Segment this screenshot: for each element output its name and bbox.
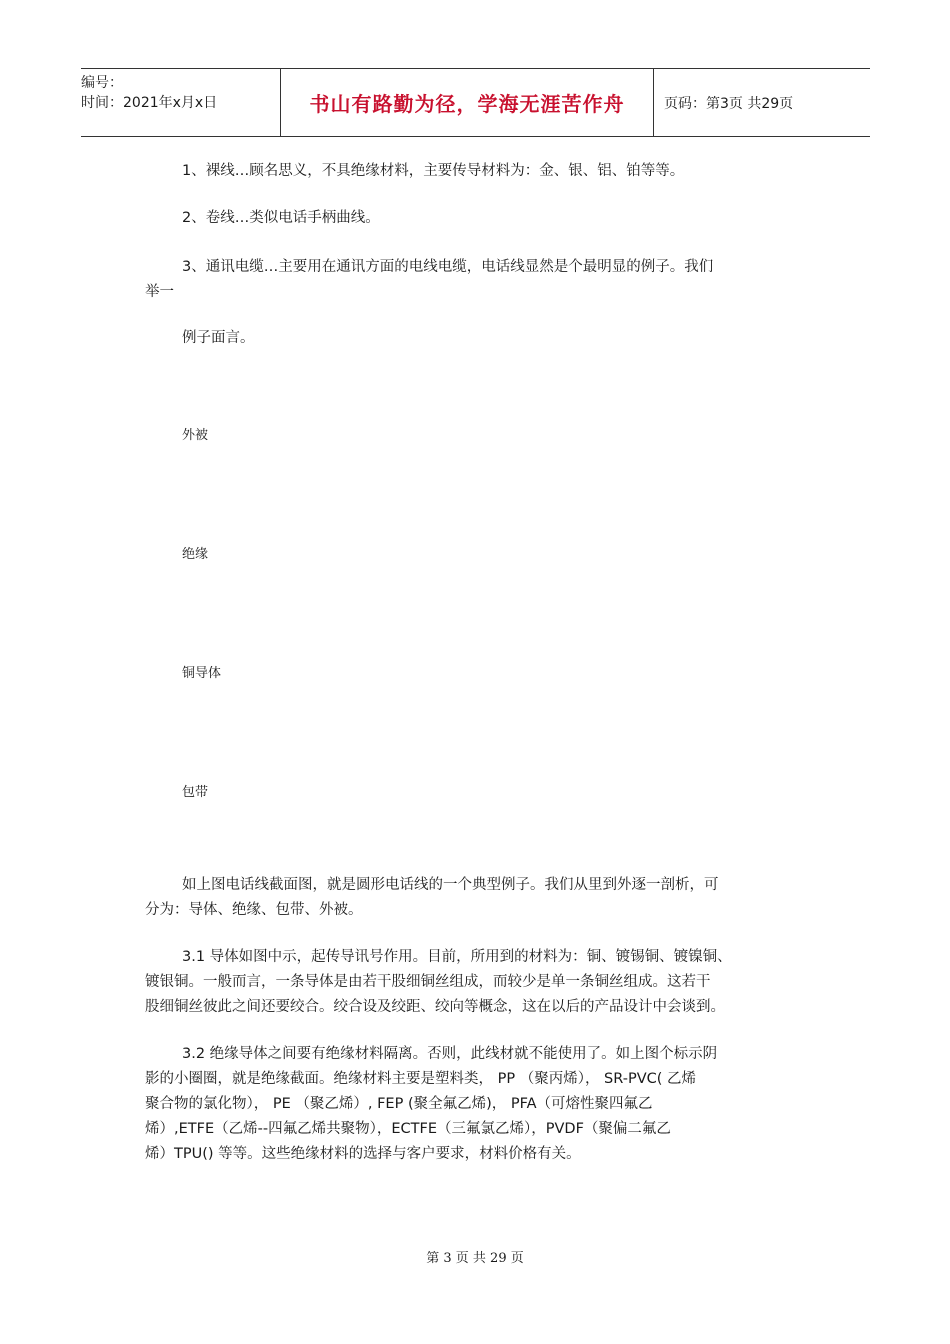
paragraph-conductor-line1: 3.1 导体如图中示，起传导讯号作用。目前，所用到的材料为：铜、镀锡铜、镀镍铜、 [182,949,732,965]
paragraph-cross-section-line1: 如上图电话线截面图，就是圆形电话线的一个典型例子。我们从里到外逐一剖析，可 [182,877,719,893]
paragraph-insulation-line3: 聚合物的氯化物）， PE （聚乙烯）, FEP (聚全氟乙烯)， PFA（可熔性聚四氟乙 [145,1096,653,1112]
header-page-label: 页码：第3页 共29页 [664,95,794,112]
paragraph-insulation-line2: 影的小圈圈，就是绝缘截面。绝缘材料主要是塑料类， PP （聚丙烯）， SR-PVC( 乙烯 [145,1071,697,1087]
header-meta [81,69,281,136]
paragraph-bare-wire: 1、裸线…顾名思义，不具绝缘材料，主要传导材料为：金、银、铝、铂等等。 [182,163,685,179]
header-motto: 书山有路勤为径，学海无涯苦作舟 [281,69,654,136]
doc-time-label: 时间：2021年x月x日 [81,95,218,111]
diagram-label-tape: 包带 [182,785,209,800]
paragraph-insulation-line1: 3.2 绝缘导体之间要有绝缘材料隔离。否则，此线材就不能使用了。如上图个标示阴 [182,1046,718,1062]
diagram-label-insulation: 绝缘 [182,547,209,562]
page-header [81,68,870,137]
paragraph-comm-cable-line2: 举一 [145,284,174,300]
paragraph-cross-section-line2: 分为：导体、绝缘、包带、外被。 [145,902,363,918]
paragraph-insulation-line4: 烯）,ETFE（乙烯--四氟乙烯共聚物），ECTFE（三氟氯乙烯），PVDF（聚偏二氟乙 [145,1121,671,1137]
page-footer: 第 3 页 共 29 页 [426,1251,524,1266]
paragraph-comm-cable-line1: 3、通讯电缆…主要用在通讯方面的电线电缆，电话线显然是个最明显的例子。我们 [182,259,714,275]
paragraph-insulation-line5: 烯）TPU() 等等。这些绝缘材料的选择与客户要求，材料价格有关。 [145,1146,581,1162]
diagram-label-jacket: 外被 [182,428,209,443]
paragraph-conductor-line3: 股细铜丝彼此之间还要绞合。绞合设及绞距、绞向等概念，这在以后的产品设计中会谈到。 [145,999,725,1015]
diagram-label-conductor: 铜导体 [182,666,222,681]
doc-number-label: 编号： [81,75,123,91]
paragraph-coil-wire: 2、卷线…类似电话手柄曲线。 [182,210,380,226]
paragraph-conductor-line2: 镀银铜。一般而言，一条导体是由若干股细铜丝组成，而较少是单一条铜丝组成。这若干 [145,974,711,990]
paragraph-example: 例子面言。 [182,330,255,346]
